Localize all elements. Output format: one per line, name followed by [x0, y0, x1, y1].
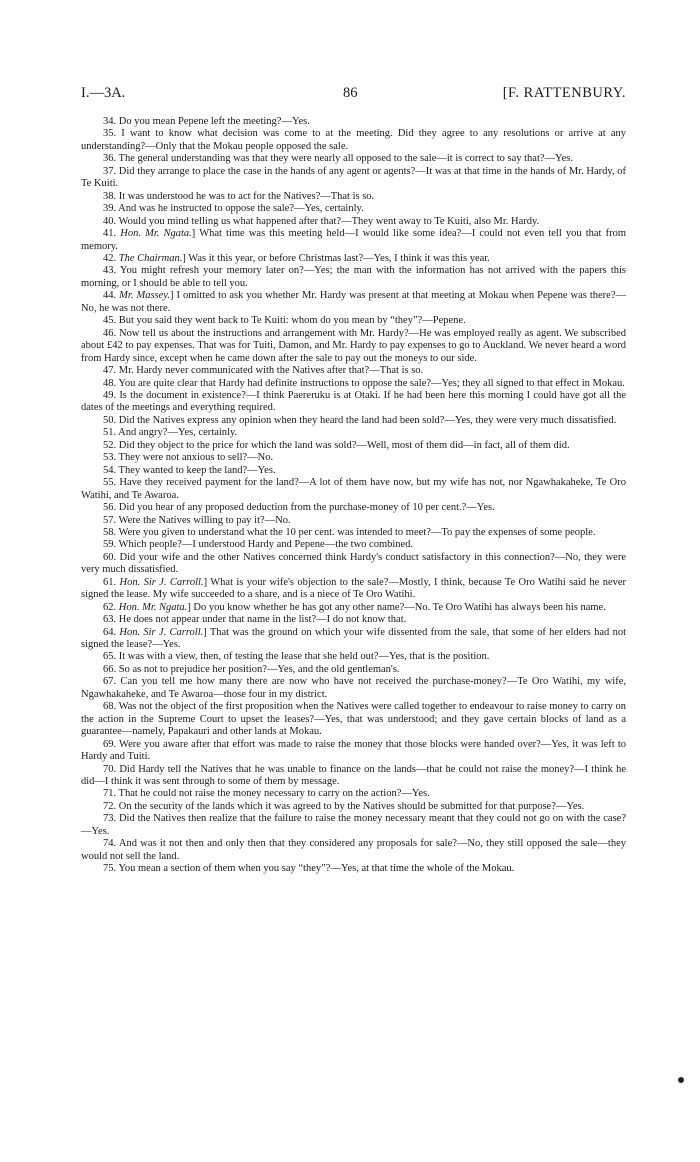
question-p61: [81, 577, 626, 602]
paragraph-text: 46. Now tell us about the instructions and arrangement with Mr. Hardy?—He was employed really as agent. We subscribed about £42 to pay expenses. That was for Tuiti, Damon, and Mr. Hardy to pay expenses to go to Auckland. We never heard a word from Hardy since, except when he came down after the sale to pay out the moneys to our side.: [81, 327, 626, 364]
paragraph-text: 40. Would you mind telling us what happened after that?—They went away to Te Kuiti, also Mr. Hardy.: [103, 215, 540, 227]
paragraph-text: 59. Which people?—I understood Hardy and Pepene—the two combined.: [103, 539, 414, 551]
question-p59: [81, 539, 626, 551]
paragraph-text: 73. Did the Natives then realize that the failure to raise the money necessary meant that they could not go on with the case?—Yes.: [81, 813, 626, 837]
paragraph-text: 43. You might refresh your memory later on?—Yes; the man with the information has not arrived with the papers this morning, or I should be able to tell you.: [81, 265, 626, 289]
paragraph-text: 53. They were not anxious to sell?—No.: [103, 452, 274, 464]
witness-name: [F. RATTENBURY.: [502, 85, 626, 101]
paragraph-text: 71. That he could not raise the money necessary to carry on the action?—Yes.: [103, 788, 430, 800]
question-p36: [81, 153, 626, 165]
question-p47: [81, 365, 626, 377]
testimony-body: [81, 116, 626, 876]
paragraph-text: 47. Mr. Hardy never communicated with the Natives after that?—That is so.: [103, 365, 424, 377]
question-p51: [81, 427, 626, 439]
paragraph-text: 58. Were you given to understand what the 10 per cent. was intended to meet?—To pay the expenses of some people.: [103, 526, 596, 538]
page-header: [81, 85, 626, 107]
paragraph-text: 52. Did they object to the price for which the land was sold?—Well, most of them did—in fact, all of them did.: [103, 439, 570, 451]
paragraph-text: 69. Were you aware after that effort was made to raise the money that those blocks were handed over?—Yes, it was left to Hardy and Tuiti.: [81, 738, 626, 763]
question-p66: [81, 664, 626, 676]
paragraph-text: 70. Did Hardy tell the Natives that he was unable to finance on the lands—that he could not raise the money?—I think he did—I think it was sent through to some of them by message.: [81, 763, 626, 788]
question-p60: [81, 552, 626, 577]
question-p72: [81, 801, 626, 813]
question-p54: [81, 465, 626, 477]
paragraph-text: 75. You mean a section of them when you say “they”?—Yes, at that time the whole of the Mokau.: [103, 863, 515, 875]
question-p57: [81, 515, 626, 527]
question-p58: [81, 527, 626, 539]
paragraph-text: 54. They wanted to keep the land?—Yes.: [103, 464, 276, 476]
question-p35: [81, 128, 626, 153]
question-p42: [81, 253, 626, 265]
paragraph-text: 62.: [103, 601, 119, 613]
paragraph-text: 48. You are quite clear that Hardy had definite instructions to oppose the sale?—Yes; they all signed to that effect in Mokau.: [103, 377, 625, 389]
question-p44: [81, 290, 626, 315]
question-p55: [81, 477, 626, 502]
question-p38: [81, 191, 626, 203]
question-p75: [81, 863, 626, 875]
speaker-name: Hon. Sir J. Carroll.: [119, 626, 204, 638]
paragraph-text: 37. Did they arrange to place the case in the hands of any agent or agents?—It was at that time in the hands of Mr. Hardy, of Te Kuiti.: [81, 165, 626, 190]
question-p53: [81, 452, 626, 464]
question-p74: [81, 838, 626, 863]
speaker-name: Hon. Mr. Ngata.: [120, 228, 192, 240]
paragraph-text: 44.: [103, 290, 120, 302]
paragraph-text: 60. Did your wife and the other Natives concerned think Hardy's conduct satisfactory in this connection?—No, they were very much dissatisfied.: [81, 551, 626, 576]
question-p62: [81, 602, 626, 614]
speaker-name: Hon. Sir J. Carroll.: [119, 576, 204, 588]
paragraph-text: 41.: [103, 228, 121, 240]
paragraph-text: ] What time was this meeting held—I would like some idea?—I could not even tell you that from memory.: [81, 228, 626, 252]
page-number: 86: [343, 85, 358, 101]
question-p73: [81, 813, 626, 838]
paragraph-text: 45. But you said they went back to Te Kuiti: whom do you mean by “they”?—Pepene.: [103, 315, 466, 327]
paragraph-text: 57. Were the Natives willing to pay it?—No.: [103, 514, 291, 526]
margin-dot: [678, 1077, 684, 1083]
document-reference: I.—3A.: [81, 85, 126, 101]
paragraph-text: ] I omitted to ask you whether Mr. Hardy was present at that meeting at Mokau when Pepene was there?—No, he was not there.: [81, 290, 626, 314]
question-p56: [81, 502, 626, 514]
paragraph-text: 74. And was it not then and only then that they considered any proposals for sale?—No, they still opposed the sale—they would not sell the land.: [81, 838, 626, 862]
paragraph-text: 61.: [103, 576, 120, 588]
question-p39: [81, 203, 626, 215]
paragraph-text: 49. Is the document in existence?—I think Paereruku is at Otaki. If he had been here this morning I could have got all the dates of the meetings and everything required.: [81, 389, 626, 414]
question-p34: [81, 116, 626, 128]
paragraph-text: 56. Did you hear of any proposed deduction from the purchase-money of 10 per cent.?—Yes.: [103, 502, 495, 514]
question-p43: [81, 265, 626, 290]
paragraph-text: ] Do you know whether he has got any other name?—No. Te Oro Watihi has always been his name.: [187, 601, 606, 613]
question-p49: [81, 390, 626, 415]
paragraph-text: 35. I want to know what decision was come to at the meeting. Did they agree to any resolutions or arrive at any understanding?—Only that the Mokau people opposed the sale.: [81, 128, 626, 152]
paragraph-text: ] That was the ground on which your wife dissented from the sale, that some of her elders had not signed the lease?—Yes.: [81, 626, 626, 651]
paragraph-text: 39. And was he instructed to oppose the sale?—Yes, certainly.: [103, 203, 364, 215]
paragraph-text: 66. So as not to prejudice her position?—Yes, and the old gentleman's.: [103, 663, 400, 675]
paragraph-text: 67. Can you tell me how many there are now who have not received the purchase-money?—Te Oro Watihi, my wife, Ngawhakaheke, and Te Awaroa—those four in my district.: [81, 676, 626, 700]
paragraph-text: 63. He does not appear under that name in the list?—I do not know that.: [103, 614, 407, 626]
paragraph-text: ] Was it this year, or before Christmas last?—Yes, I think it was this year.: [182, 252, 490, 264]
paragraph-text: 34. Do you mean Pepene left the meeting?—Yes.: [103, 116, 310, 127]
question-p41: [81, 228, 626, 253]
speaker-name: Mr. Massey.: [119, 290, 171, 302]
paragraph-text: 68. Was not the object of the first proposition when the Natives were called together to endeavour to raise money to carry on the action in the Supreme Court to upset the leases?—Yes, that was understood; and they gave certain blocks of land as a guarantee—namely, Papakauri and other lands at Mokau.: [81, 701, 626, 738]
question-p65: [81, 651, 626, 663]
question-p67: [81, 676, 626, 701]
question-p52: [81, 440, 626, 452]
paragraph-text: 42.: [103, 252, 119, 264]
question-p37: [81, 166, 626, 191]
question-p45: [81, 315, 626, 327]
paragraph-text: 50. Did the Natives express any opinion when they heard the land had been sold?—Yes, they were very much dissatisfied.: [103, 414, 617, 426]
speaker-name: The Chairman.: [118, 252, 183, 264]
paragraph-text: 72. On the security of the lands which it was agreed to by the Natives should be submitted for that purpose?—Yes.: [103, 800, 585, 812]
question-p40: [81, 216, 626, 228]
paragraph-text: 55. Have they received payment for the land?—A lot of them have now, but my wife has not, nor Ngawhakaheke, Te Oro Watihi, and Te Awaroa.: [81, 477, 626, 501]
speaker-name: Hon. Mr. Ngata.: [118, 601, 188, 613]
question-p71: [81, 788, 626, 800]
question-p46: [81, 328, 626, 365]
question-p48: [81, 378, 626, 390]
paragraph-text: ] What is your wife's objection to the sale?—Mostly, I think, because Te Oro Watihi said he never signed the lease. My wife succeeded to a share, and is a niece of Te Oro Watihi.: [81, 576, 627, 601]
paragraph-text: 51. And angry?—Yes, certainly.: [103, 427, 238, 439]
paragraph-text: 36. The general understanding was that they were nearly all opposed to the sale—it is correct to say that?—Yes.: [103, 153, 573, 165]
question-p70: [81, 764, 626, 789]
question-p50: [81, 415, 626, 427]
question-p68: [81, 701, 626, 738]
paragraph-text: 65. It was with a view, then, of testing the lease that she held out?—Yes, that is the position.: [103, 651, 490, 663]
question-p63: [81, 614, 626, 626]
question-p64: [81, 627, 626, 652]
question-p69: [81, 739, 626, 764]
paragraph-text: 38. It was understood he was to act for the Natives?—That is so.: [103, 190, 375, 202]
paragraph-text: 64.: [103, 626, 120, 638]
